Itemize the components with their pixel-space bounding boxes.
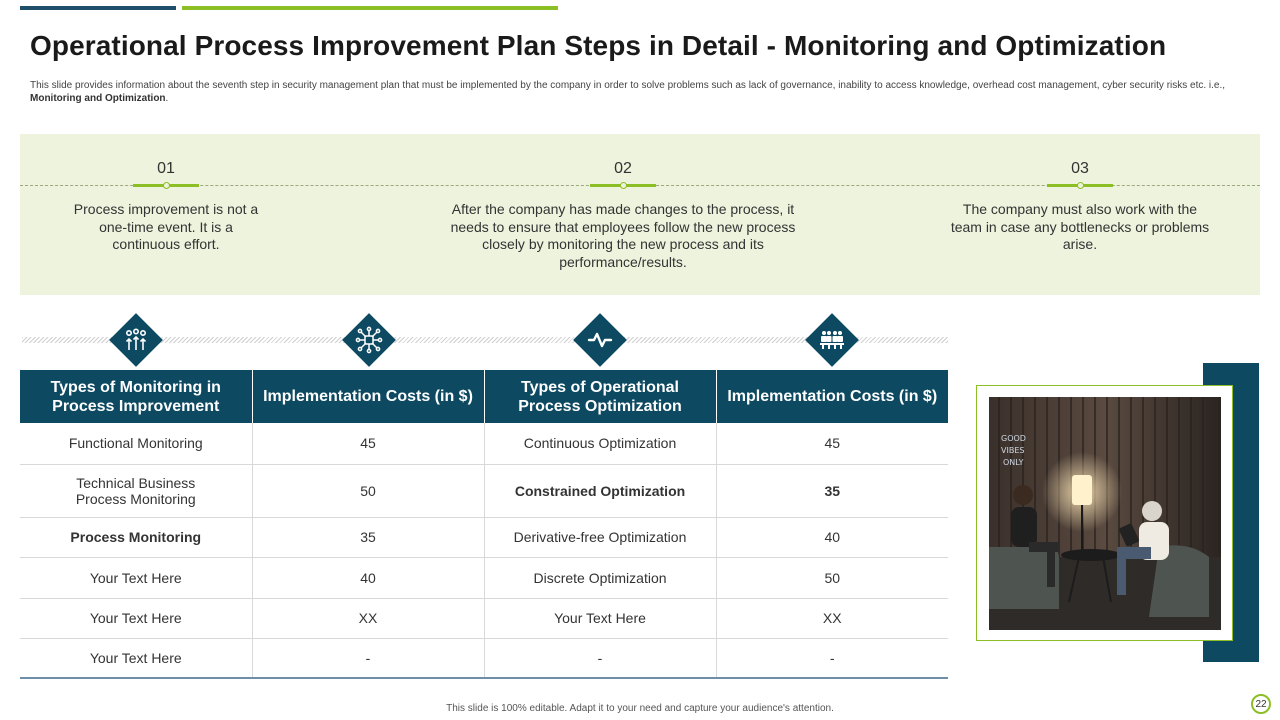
table-cell: 35: [252, 517, 484, 557]
footer-note: This slide is 100% editable. Adapt it to your need and capture your audience's attention.: [446, 703, 834, 714]
table-cell: -: [484, 638, 716, 678]
table-row: [20, 638, 948, 678]
table-cell: Derivative-free Optimization: [484, 517, 716, 557]
team-group-icon: [805, 313, 859, 367]
table-row: [20, 598, 948, 638]
table-cell: Your Text Here: [20, 557, 252, 598]
step-text: Process improvement is not a one-time event. It is a continuous effort.: [73, 201, 259, 252]
step-dot: [620, 182, 627, 189]
table-cell: Discrete Optimization: [484, 557, 716, 598]
step-text: After the company has made changes to the process, it needs to ensure that employees follow the new process closely by monitoring the new process and its performance/results.: [450, 201, 796, 270]
table-row: [20, 423, 948, 464]
table-cell: Your Text Here: [484, 598, 716, 638]
subtitle-end: .: [165, 93, 169, 104]
table-cell: Continuous Optimization: [484, 423, 716, 464]
header-monitoring-types: Types of Monitoring in Process Improvement: [20, 370, 252, 423]
office-lounge-photo: [989, 397, 1221, 630]
table-cell: XX: [252, 598, 484, 638]
table-row: [20, 557, 948, 598]
table-row: [20, 517, 948, 557]
table-cell-text: Technical Business Process Monitoring: [75, 474, 196, 507]
page-number: 22: [1251, 694, 1271, 714]
step-number: 01: [157, 160, 175, 177]
table-cell: Constrained Optimization: [484, 464, 716, 517]
table-cell: 45: [716, 423, 948, 464]
header-optimization-types: Types of Operational Process Optimization: [484, 370, 716, 423]
neon-text-3: ONLY: [1003, 458, 1024, 467]
step-dot: [1077, 182, 1084, 189]
table-header-row: [20, 370, 948, 423]
neon-text-2: VIBES: [1001, 446, 1025, 455]
table-cell: Functional Monitoring: [20, 423, 252, 464]
header-optimization-costs: Implementation Costs (in $): [716, 370, 948, 423]
table-cell: -: [716, 638, 948, 678]
pulse-wave-icon: [573, 313, 627, 367]
slide-title: Operational Process Improvement Plan Steps in Detail - Monitoring and Optimization: [30, 30, 1167, 61]
table-row: [20, 464, 948, 517]
growth-arrows-icon: [109, 313, 163, 367]
table-cell: Your Text Here: [20, 638, 252, 678]
table-cell: 40: [716, 517, 948, 557]
table-cell: XX: [716, 598, 948, 638]
header-monitoring-costs: Implementation Costs (in $): [252, 370, 484, 423]
table-cell: -: [252, 638, 484, 678]
steps-panel: [20, 134, 1260, 295]
step-dot: [163, 182, 170, 189]
step-text: The company must also work with the team in case any bottlenecks or problems arise.: [950, 201, 1210, 252]
step-number: 03: [1071, 160, 1089, 177]
table-cell: [20, 464, 252, 517]
table-cell: 40: [252, 557, 484, 598]
table-cell: Your Text Here: [20, 598, 252, 638]
data-table: [20, 370, 948, 679]
neon-text-1: GOOD: [1001, 434, 1026, 443]
subtitle-bold: Monitoring and Optimization: [30, 93, 166, 104]
subtitle-text: This slide provides information about the seventh step in security management plan that must be implemented by the company in order to solve problems such as lack of governance, inability to access knowledge, overhead cost management, cyber security risks etc. i.e.,: [30, 80, 1226, 91]
table-cell: Process Monitoring: [20, 517, 252, 557]
top-accent-green: [182, 6, 558, 10]
table-cell: 50: [716, 557, 948, 598]
slide-subtitle: [30, 79, 1255, 105]
table-cell: 45: [252, 423, 484, 464]
top-accent-navy: [20, 6, 176, 10]
step-number: 02: [614, 160, 632, 177]
table-cell: 35: [716, 464, 948, 517]
table-cell: 50: [252, 464, 484, 517]
network-chip-icon: [342, 313, 396, 367]
